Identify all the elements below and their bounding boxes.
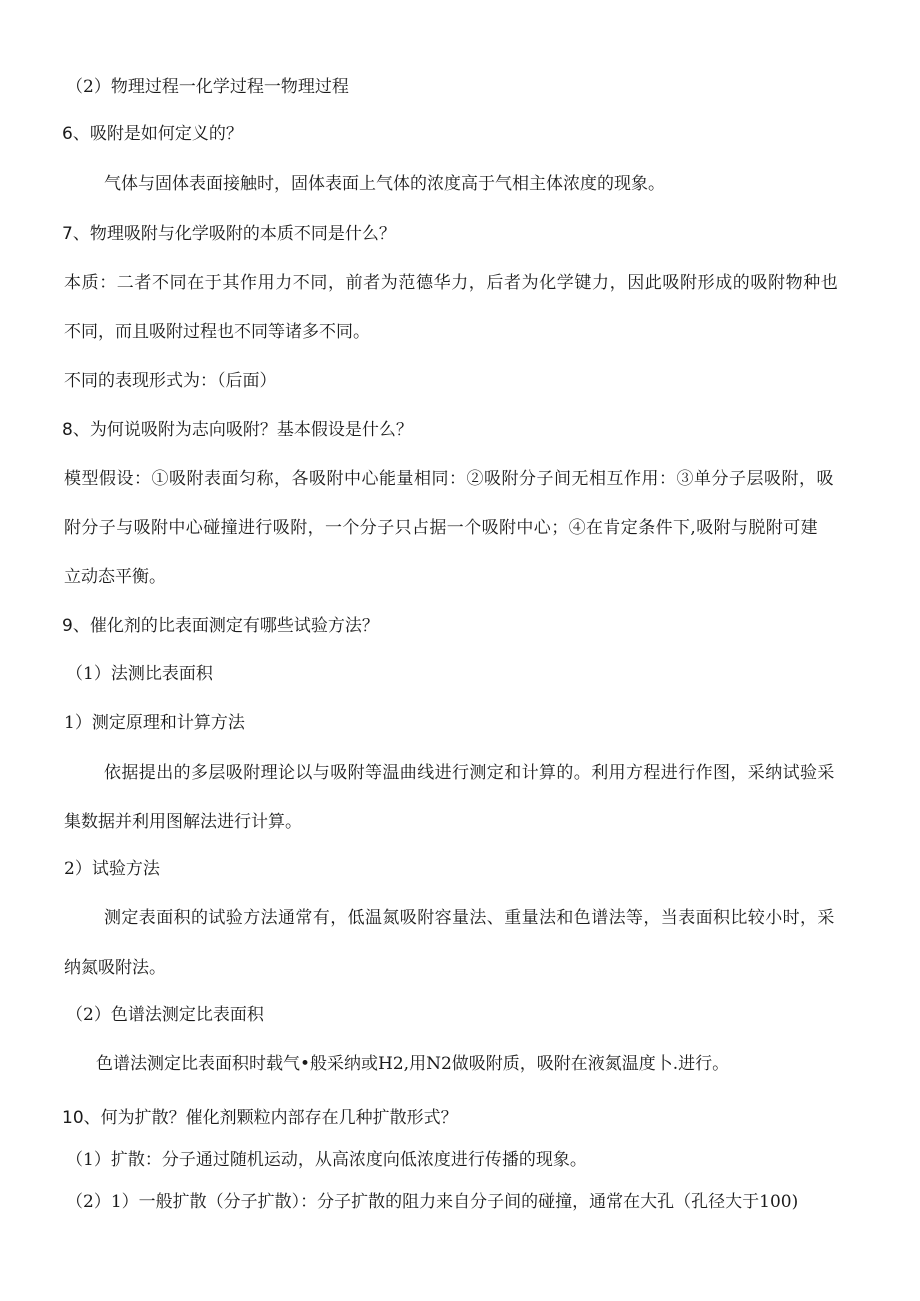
question-9-heading: 9、催化剂的比表面测定有哪些试验方法？ <box>62 616 379 636</box>
diffusion-definition: （1）扩散：分子通过随机运动，从高浓度向低浓度进行传播的现象。 <box>66 1150 587 1170</box>
chromatography-text: 色谱法测定比表面积时载气•般采纳或H2,用N2做吸附质，吸附在液氮温度卜.进行。 <box>96 1054 730 1074</box>
experiment-text-line-2: 纳氮吸附法。 <box>64 958 166 978</box>
question-6-heading: 6、吸附是如何定义的？ <box>62 124 243 144</box>
sub-item-physical-chemical-process: （2）物理过程一化学过程一物理过程 <box>66 77 349 97</box>
question-8-heading: 8、为何说吸附为志向吸附？基本假设是什么？ <box>62 420 413 440</box>
answer-8-text-line-2: 附分子与吸附中心碰撞进行吸附，一个分子只占据一个吸附中心；④在肯定条件下,吸附与脱附可建 <box>64 518 819 538</box>
principle-text-line-2: 集数据并利用图解法进行计算。 <box>64 812 302 832</box>
answer-8-text-line-1: 模型假设：①吸附表面匀称，各吸附中心能量相同：②吸附分子间无相互作用：③单分子层吸附，吸 <box>64 469 834 489</box>
answer-8-text-line-3: 立动态平衡。 <box>64 567 166 587</box>
answer-7-text-line-1: 本质：二者不同在于其作用力不同，前者为范德华力，后者为化学键力，因此吸附形成的吸附物种也 <box>64 273 839 293</box>
experiment-text-line-1: 测定表面积的试验方法通常有，低温氮吸附容量法、重量法和色谱法等，当表面积比较小时，采 <box>104 908 835 928</box>
answer-7-text-line-2: 不同，而且吸附过程也不同等诸多不同。 <box>64 322 370 342</box>
sub-sub-item-principle: 1）测定原理和计算方法 <box>64 713 245 733</box>
question-10-heading: 10、何为扩散？催化剂颗粒内部存在几种扩散形式？ <box>62 1108 458 1128</box>
sub-item-bet-method: （1）法测比表面积 <box>66 664 213 684</box>
sub-item-chromatography: （2）色谱法测定比表面积 <box>66 1005 264 1025</box>
sub-sub-item-experiment: 2）试验方法 <box>64 859 160 879</box>
question-7-heading: 7、物理吸附与化学吸附的本质不同是什么？ <box>62 224 396 244</box>
answer-6-text: 气体与固体表面接触时，固体表面上气体的浓度高于气相主体浓度的现象。 <box>104 174 665 194</box>
diffusion-general: （2）1）一般扩散（分子扩散）：分子扩散的阻力来自分子间的碰撞，通常在大孔（孔径大于100) <box>66 1192 799 1212</box>
principle-text-line-1: 依据提出的多层吸附理论以与吸附等温曲线进行测定和计算的。利用方程进行作图，采纳试验采 <box>104 763 835 783</box>
answer-7-forms: 不同的表现形式为：（后面） <box>64 371 277 391</box>
